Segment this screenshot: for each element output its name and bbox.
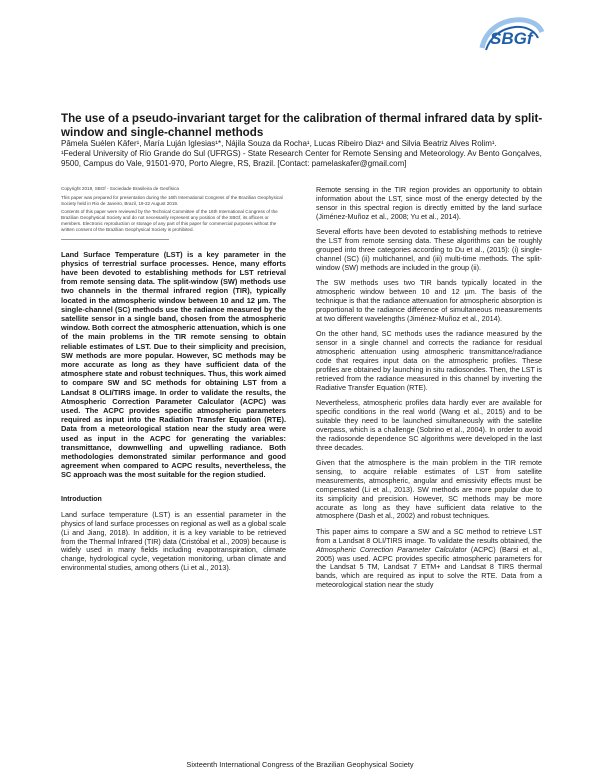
author-block xyxy=(61,139,551,169)
page-footer: Sixteenth International Congress of the Brazilian Geophysical Society xyxy=(186,760,414,769)
paragraph: Given that the atmosphere is the main problem in the TIR remote sensing, to acquire reliable estimates of LST from satellite measurements, atmospheric, angular and emissivity effects must be compensated (Li et al., 2013). SW methods are more popular due to its simplicity and precision. However, SC methods may be more accurate as long as they have sufficient data relative to the atmosphere (Dash et al., 2002) and robust techniques. xyxy=(316,457,542,521)
abstract: Land Surface Temperature (LST) is a key parameter in the physics of terrestrial surface processes. Hence, many efforts have been devoted to establishing methods for LST retrieval from remote sensing data. The split-window (SW) methods use two channels in the thermal infrared region (TIR), typically located in the atmospheric window between 10 and 12 µm. The single-channel (SC) methods use the radiance measured by the satellite sensor in a single band, chosen from the atmospheric window. Both correct the atmospheric attenuation, which is one of the main problems in the TIR remote sensing to obtain reliable estimates of LST. Due to their simplicity and precision, SW methods are more popular. However, SC methods may be more accurate as long as they have sufficient data of the atmosphere state and robust techniques. Thus, this work aimed to compare SW and SC methods for obtaining LST from a Landsat 8 OLI/TIRS image. In order to validate the results, the Atmospheric Correction Parameter Calculator (ACPC) was used. The ACPC provides specific atmospheric parameters required as input into the Radiation Transfer Equation (RTE). Data from a meteorological station near the study area were used as input in the ACPC for generating the variables: transmittance, downwelling and upwelling radiance. Both methodologies demonstrated similar performance and good agreement when compared to ACPC results, nevertheless, the SC approach was the most suitable for the region studied. xyxy=(61,249,286,480)
paragraph: Several efforts have been devoted to establishing methods to retrieve the LST from remote sensing data. These algorithms can be roughly grouped into three categories according to Du et al., (2015): (i) single-channel (SC) (ii) multichannel, and (iii) multi-time methods. The split-window (SW) methods are included in the group (ii). xyxy=(316,227,542,272)
paragraph: On the other hand, SC methods uses the radiance measured by the sensor in a single channel and corrects the radiance for residual atmospheric attenuation using atmospheric transmittance/radiance code that requires input data on the atmospheric profiles. These profiles are obtained by launching in situ radiosondes. Then, the LST is retrieved from the radiance measured in this channel by inverting the Radiative Transfer Equation (RTE). xyxy=(316,329,542,392)
logo-text: SBGf xyxy=(490,29,533,48)
author-names: Pâmela Suélen Käfer¹, María Luján Iglesias¹*, Nájila Souza da Rocha¹, Lucas Ribeiro Diaz¹ and Silvia Beatriz Alves Rolim¹. xyxy=(61,139,497,148)
left-column xyxy=(61,186,286,580)
right-column xyxy=(316,186,542,597)
text-run: This paper aims to compare a SW and a SC method to retrieve LST from a Landsat 8 OLI/TIRS image. To validate the results obtained, the xyxy=(316,526,542,545)
divider xyxy=(61,239,169,240)
sbgf-logo xyxy=(476,8,546,56)
section-heading-introduction: Introduction xyxy=(61,495,102,503)
presentation-note: This paper was prepared for presentation during the 16th International Congress of the Brazilian Geophysical Society held in Rio de Janeiro, Brazil, 19-22 August 2019. xyxy=(61,194,283,206)
disclaimer-note: Contents of this paper were reviewed by the Technical Committee of the 16th International Congress of the Brazilian Geophysical Society and do not necessarily represent any position of the SBGf, its officers or members. Electronic reproduction or storage of any part of this paper for commercial purposes without the written consent of the Brazilian Geophysical Society is prohibited. xyxy=(61,209,278,232)
paragraph: Remote sensing in the TIR region provides an opportunity to obtain information about the LST, since most of the energy detected by the sensor in this spectral region is directly emitted by the land surface (Jiménez-Muñoz et al., 2008; Yu et al., 2014). xyxy=(316,185,542,221)
paragraph xyxy=(316,528,542,590)
intro-paragraph: Land surface temperature (LST) is an essential parameter in the physics of land surface processes on regional as well as a global scale (Li and Jiang, 2018). In addition, it is a key variable to be retrieved from the Thermal Infrared (TIR) data (Cristóbal et al., 2009) because is widely used in many fields including evapotranspiration, climate change, hydrological cycle, vegetation monitoring, urban climate and environmental studies, among others (Li et al., 2013). xyxy=(61,509,286,573)
paper-title: The use of a pseudo-invariant target for the calibration of thermal infrared data by split-window and single-channel methods xyxy=(61,112,543,139)
italic-term: Atmospheric Correction Parameter Calculator xyxy=(316,544,467,554)
paragraph: The SW methods uses two TIR bands typically located in the atmospheric window between 10 and 12 µm. The basis of the technique is that the radiance attenuation for atmospheric absorption is proportional to the radiance difference of simultaneous measurements at two different wavelengths (Jiménez-Muñoz et al., 2014). xyxy=(316,278,542,323)
text-run: (ACPC) (Barsi et al., 2005) was used. ACPC provides specific atmospheric parameters for the Landsat 5 TM, Landsat 7 ETM+ and Landsat 8 TIRS thermal bands, which are required as input to solve the RTE. Data from a meteorological station near the study xyxy=(316,544,542,590)
copyright-line: Copyright 2019, SBGf - Sociedade Brasileira de Geofísica xyxy=(61,186,179,191)
author-affiliation: ¹Federal University of Rio Grande do Sul (UFRGS) - State Research Center for Remote Sensing and Meteorology. Av Bento Gonçalves, 9500, Campus do Vale, 91501-970, Porto Alegre, RS, Brazil. [Contact: pamelaskafer@gmail.com] xyxy=(61,149,542,168)
paragraph: Nevertheless, atmospheric profiles data hardly ever are available for specific conditions in the real world (Wang et al., 2015) and to be suitable they need to be launched simultaneously with the satellite overpass, which is a challenge (Sobrino et al., 2004). In order to avoid the radiosonde dependence SC algorithms were developed in the last three decades. xyxy=(316,398,542,452)
